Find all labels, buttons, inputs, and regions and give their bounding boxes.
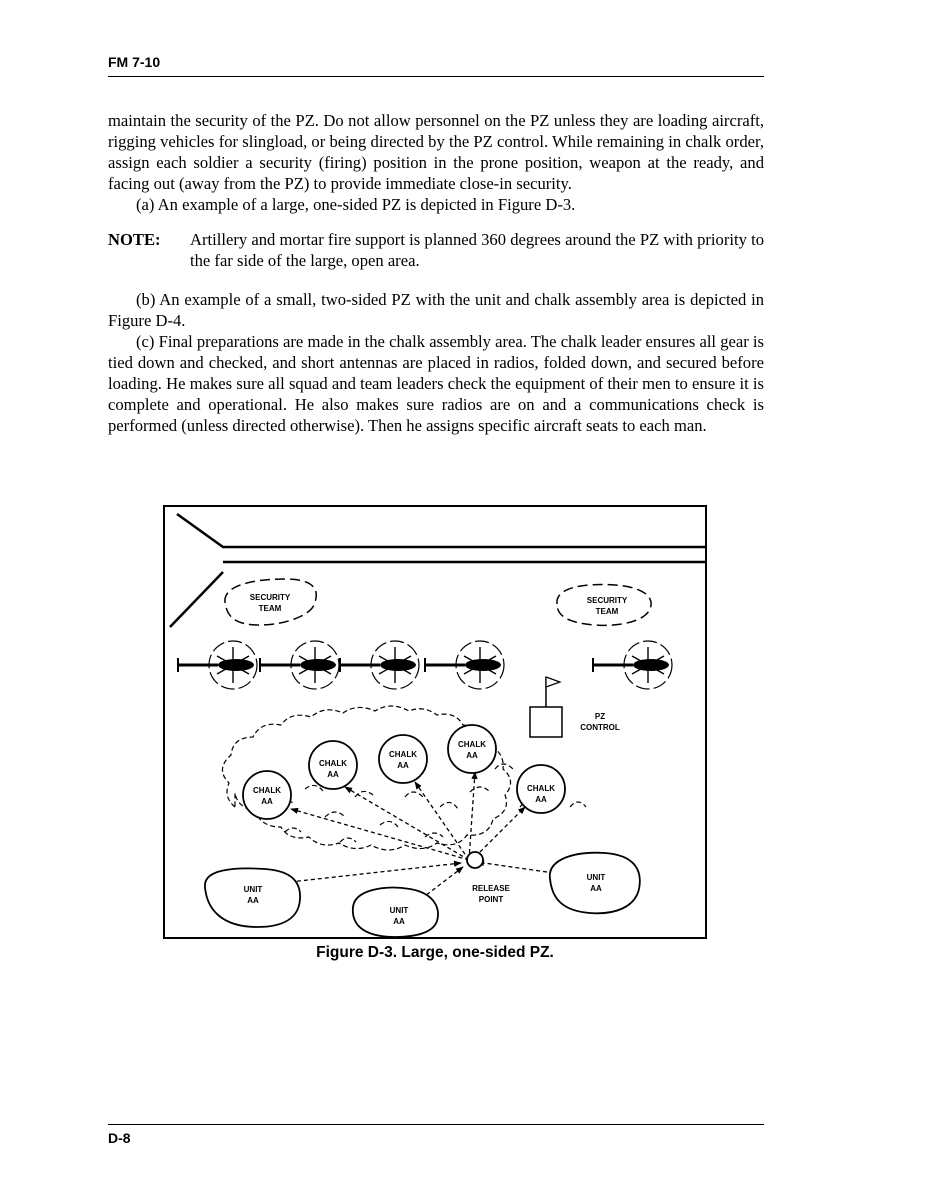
team-label: TEAM xyxy=(595,607,619,616)
chalk-label: CHALK xyxy=(458,740,486,749)
security-label: SECURITY xyxy=(586,596,628,605)
helicopter-icon xyxy=(178,641,257,689)
note-text: Artillery and mortar fire support is planned 360 degrees around the PZ with priority to the far side of the large, open area. xyxy=(190,230,764,270)
aa-label: AA xyxy=(393,917,405,926)
unit-aa-center xyxy=(353,888,438,937)
paragraph-a: (a) An example of a large, one-sided PZ is depicted in Figure D-3. xyxy=(136,195,576,214)
aa-label: AA xyxy=(590,884,602,893)
body-text xyxy=(108,110,764,436)
unit-aa-left xyxy=(205,868,300,927)
pz-diagram xyxy=(165,507,705,937)
security-team-left xyxy=(225,579,316,625)
manual-header: FM 7-10 xyxy=(108,54,161,70)
chalk-aa-4 xyxy=(448,725,496,773)
unit-aa-right xyxy=(550,853,640,914)
point-label: POINT xyxy=(478,895,504,904)
control-label: CONTROL xyxy=(580,723,620,732)
unit-label: UNIT xyxy=(586,873,606,882)
footer-rule xyxy=(108,1124,764,1125)
chalk-label: CHALK xyxy=(253,786,281,795)
chalk-aa-3 xyxy=(379,735,427,783)
chalk-aa-1 xyxy=(243,771,291,819)
team-label: TEAM xyxy=(258,604,282,613)
paragraph-c: (c) Final preparations are made in the chalk assembly area. The chalk leader ensures all gear is tied down and checked, and short antennas are placed in radios, folded down, and secured before loading. He makes sure all squad and team leaders check the equipment of their men to ensure it is complete and operational. He also makes sure radios are on and a communications check is performed (unless directed otherwise). Then he assigns specific aircraft seats to each man. xyxy=(108,332,764,435)
helicopter-icon xyxy=(593,641,672,689)
aa-label: AA xyxy=(466,751,478,760)
unit-label: UNIT xyxy=(243,885,263,894)
chalk-label: CHALK xyxy=(389,750,417,759)
note-label: NOTE: xyxy=(108,230,161,249)
release-point-marker xyxy=(467,852,483,868)
note-block xyxy=(108,229,764,271)
unit-label: UNIT xyxy=(389,906,409,915)
pz-label: PZ xyxy=(594,712,606,721)
chalk-aa-2 xyxy=(309,741,357,789)
aa-label: AA xyxy=(397,761,409,770)
helicopter-icon xyxy=(340,641,419,689)
aa-label: AA xyxy=(535,795,547,804)
chalk-label: CHALK xyxy=(319,759,347,768)
aa-label: AA xyxy=(327,770,339,779)
aa-label: AA xyxy=(261,797,273,806)
chalk-aa-5 xyxy=(517,765,565,813)
helicopter-icon xyxy=(425,641,504,689)
header-rule xyxy=(108,76,764,77)
aa-label: AA xyxy=(247,896,259,905)
chalk-label: CHALK xyxy=(527,784,555,793)
page-number: D-8 xyxy=(108,1130,131,1146)
road-lines xyxy=(170,514,705,627)
pz-control-flag-icon xyxy=(530,677,562,737)
figure-caption: Figure D-3. Large, one-sided PZ. xyxy=(316,944,554,961)
security-label: SECURITY xyxy=(249,593,291,602)
figure-d3 xyxy=(163,505,707,939)
helicopter-icon xyxy=(260,641,339,689)
paragraph-security: maintain the security of the PZ. Do not allow personnel on the PZ unless they are loading aircraft, rigging vehicles for slingload, or being directed by the PZ control. While remaining in chalk order, assign each soldier a security (firing) position in the prone position, weapon at the ready, and facing out (away from the PZ) to provide immediate close-in security. xyxy=(108,111,764,193)
paragraph-b: (b) An example of a small, two-sided PZ with the unit and chalk assembly area is depicted in Figure D-4. xyxy=(108,290,764,330)
release-label: RELEASE xyxy=(472,884,510,893)
security-team-right xyxy=(557,585,651,626)
